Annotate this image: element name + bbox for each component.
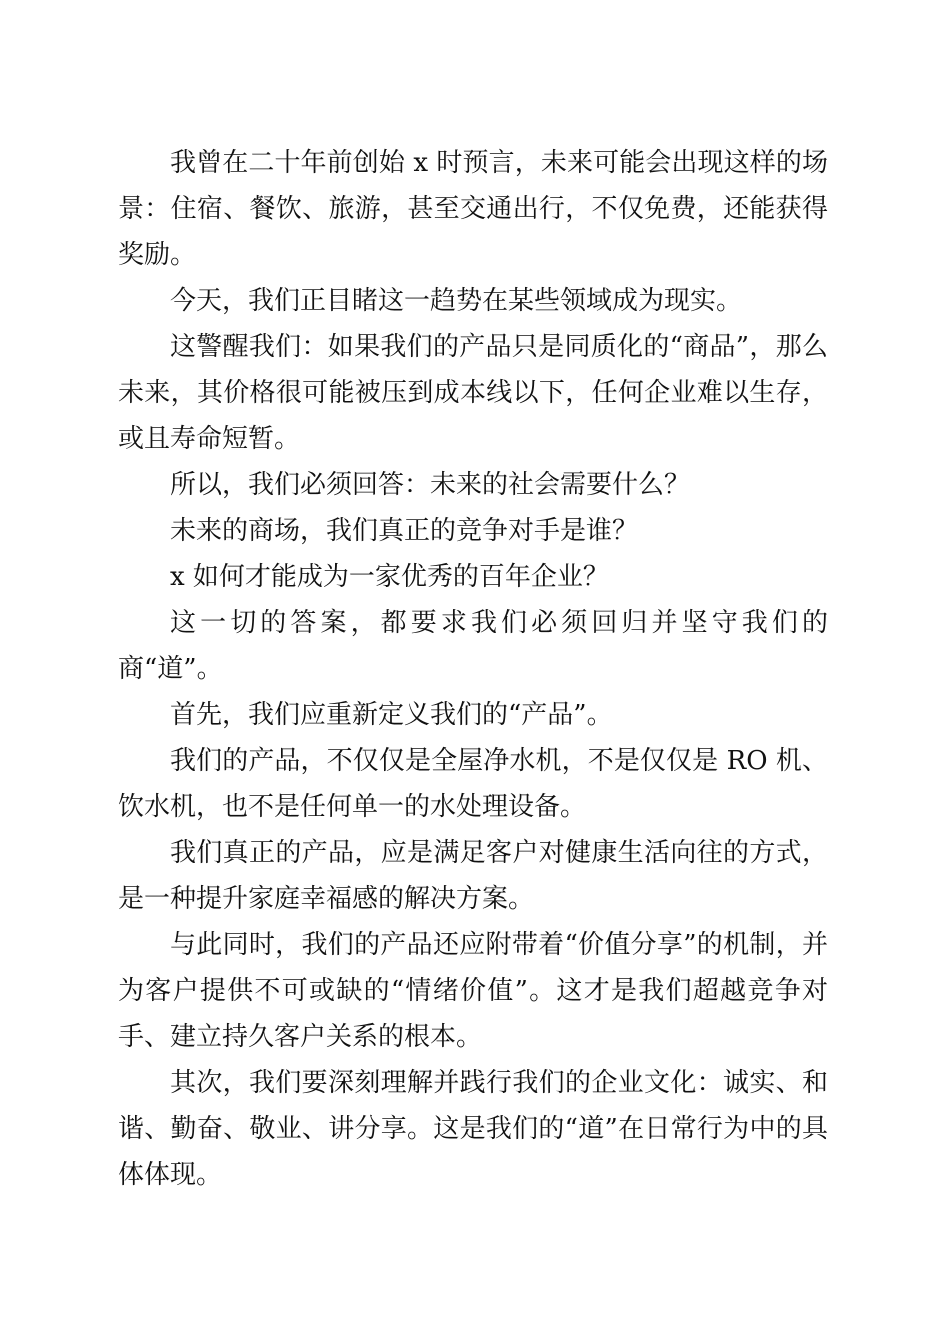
paragraph: 我们的产品，不仅仅是全屋净水机，不是仅仅是 RO 机、饮水机，也不是任何单一的水处理设备。 [118,746,828,822]
document-body [118,140,828,1198]
paragraph: 我们真正的产品，应是满足客户对健康生活向往的方式，是一种提升家庭幸福感的解决方案。 [118,838,828,914]
paragraph: 未来的商场，我们真正的竞争对手是谁？ [170,516,639,546]
paragraph: 与此同时，我们的产品还应附带着“价值分享”的机制，并为客户提供不可或缺的“情绪价值”。这才是我们超越竞争对手、建立持久客户关系的根本。 [118,930,828,1052]
paragraph: 首先，我们应重新定义我们的“产品”。 [170,700,613,730]
paragraph: 其次，我们要深刻理解并践行我们的企业文化：诚实、和谐、勤奋、敬业、讲分享。这是我们的“道”在日常行为中的具体体现。 [118,1068,828,1190]
paragraph: 所以，我们必须回答：未来的社会需要什么？ [170,470,691,500]
paragraph: 这警醒我们：如果我们的产品只是同质化的“商品”，那么未来，其价格很可能被压到成本线以下，任何企业难以生存，或且寿命短暂。 [118,332,828,454]
paragraph: x 如何才能成为一家优秀的百年企业？ [170,562,609,592]
paragraph: 我曾在二十年前创始 x 时预言，未来可能会出现这样的场景：住宿、餐饮、旅游，甚至交通出行，不仅免费，还能获得奖励。 [118,148,828,270]
paragraph: 今天，我们正目睹这一趋势在某些领域成为现实。 [170,286,743,316]
paragraph: 这一切的答案，都要求我们必须回归并坚守我们的商“道”。 [118,608,828,684]
